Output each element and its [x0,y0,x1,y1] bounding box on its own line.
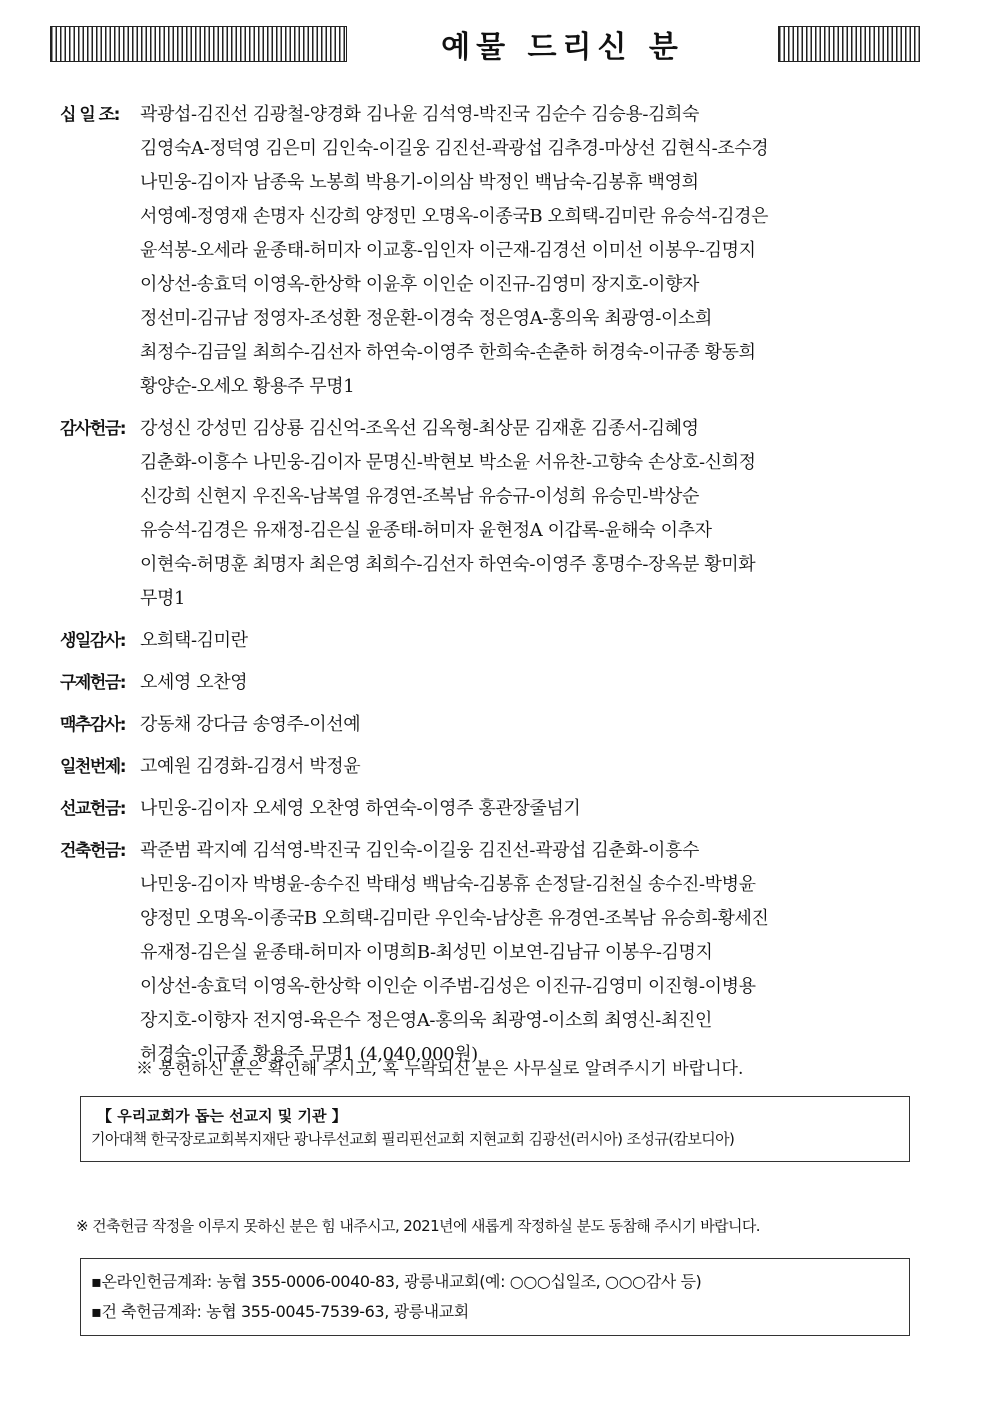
names-line: 강성신 강성민 김상룡 김신억-조옥선 김옥형-최상문 김재훈 김종서-김혜영 [140,418,699,439]
offering-sections [60,98,940,1080]
section-label: 십 일 조: [60,105,119,125]
section-label: 선교헌금: [60,799,125,819]
offering-section [60,624,940,658]
section-names [140,708,940,742]
section-label: 구제헌금: [60,673,125,693]
account-online: ▪온라인헌금계좌: 농협 355-0006-0040-83, 광릉내교회(예: ○○○십일조, ○○○감사 등) [91,1272,702,1291]
names-line: 강동채 강다금 송영주-이선예 [140,714,361,735]
names-line: 이상선-송효덕 이영옥-한상학 이인순 이주범-김성은 이진규-김영미 이진형-이병용 [140,976,756,997]
offering-section [60,792,940,826]
names-line: 윤석봉-오세라 윤종태-허미자 이교홍-임인자 이근재-김경선 이미선 이봉우-김명지 [140,240,756,261]
names-line: 유승석-김경은 유재정-김은실 윤종태-허미자 윤현정A 이갑록-윤해숙 이추자 [140,520,712,541]
mission-box-body: 기아대책 한국장로교회복지재단 광나루선교회 필리핀선교회 지현교회 김광선(러시아) 조성규(캄보디아) [91,1130,735,1148]
names-line: 최정수-김금일 최희수-김선자 하연숙-이영주 한희숙-손춘하 허경숙-이규종 황동희 [140,342,756,363]
section-label: 건축헌금: [60,841,125,861]
names-line: 오세영 오찬영 [140,672,248,693]
section-names [140,624,940,658]
offering-section [60,666,940,700]
names-line: 이현숙-허명훈 최명자 최은영 최희수-김선자 하연숙-이영주 홍명수-장옥분 황미화 [140,554,756,575]
names-line: 허경숙-이규종 황용주 무명1 (4,040,000원) [140,1044,478,1065]
check-notice: ※ 봉헌하신 분은 확인해 주시고, 혹 누락되신 분은 사무실로 알려주시기 바랍니다. [136,1059,744,1079]
offering-section [60,412,940,616]
section-names [140,98,940,404]
offering-section [60,834,940,1072]
section-label: 감사헌금: [60,419,125,439]
names-line: 고예원 김경화-김경서 박정윤 [140,756,361,777]
section-names [140,666,940,700]
title-hatch-left [50,26,347,62]
names-line: 유재정-김은실 윤종태-허미자 이명희B-최성민 이보연-김남규 이봉우-김명지 [140,942,713,963]
names-line: 나민웅-김이자 남종욱 노봉희 박용기-이의삼 박정인 백남숙-김봉휴 백영희 [140,172,699,193]
section-label: 생일감사: [60,631,125,651]
names-line: 이상선-송효덕 이영옥-한상학 이윤후 이인순 이진규-김영미 장지호-이향자 [140,274,699,295]
title-bar [50,24,920,64]
account-building: ▪건 축헌금계좌: 농협 355-0045-7539-63, 광릉내교회 [91,1302,469,1321]
names-line: 나민웅-김이자 오세영 오찬영 하연숙-이영주 홍관장줄넘기 [140,798,581,819]
section-names [140,750,940,784]
names-line: 서영예-정영재 손명자 신강희 양정민 오명옥-이종국B 오희택-김미란 유승석-김경은 [140,206,769,227]
offering-section [60,98,940,404]
names-line: 무명1 [140,588,186,609]
names-line: 나민웅-김이자 박병윤-송수진 박태성 백남숙-김봉휴 손정달-김천실 송수진-박병윤 [140,874,756,895]
names-line: 김영숙A-정덕영 김은미 김인숙-이길웅 김진선-곽광섭 김추경-마상선 김현식-조수경 [140,138,769,159]
title-hatch-right [778,26,920,62]
building-note: ※ 건축헌금 작정을 이루지 못하신 분은 힘 내주시고, 2021년에 새롭게 작정하실 분도 동참해 주시기 바랍니다. [76,1217,760,1235]
accounts-box [80,1258,910,1336]
names-line: 신강희 신현지 우진옥-남복열 유경연-조복남 유승규-이성희 유승민-박상순 [140,486,699,507]
names-line: 정선미-김규남 정영자-조성환 정운환-이경숙 정은영A-홍의욱 최광영-이소희 [140,308,712,329]
names-line: 황양순-오세오 황용주 무명1 [140,376,355,397]
offering-section [60,708,940,742]
names-line: 양정민 오명옥-이종국B 오희택-김미란 우인숙-남상흔 유경연-조복남 유승희-황세진 [140,908,769,929]
offering-section [60,750,940,784]
names-line: 곽준범 곽지예 김석영-박진국 김인숙-이길웅 김진선-곽광섭 김춘화-이흥수 [140,840,699,861]
names-line: 오희택-김미란 [140,630,248,651]
names-line: 곽광섭-김진선 김광철-양경화 김나윤 김석영-박진국 김순수 김승용-김희숙 [140,104,699,125]
section-names [140,834,940,1072]
page-title: 예물 드리신 분 [441,30,684,65]
names-line: 장지호-이향자 전지영-육은수 정은영A-홍의욱 최광영-이소희 최영신-최진인 [140,1010,712,1031]
mission-box-heading: 【 우리교회가 돕는 선교지 및 기관 】 [97,1107,347,1125]
section-names [140,792,940,826]
names-line: 김춘화-이흥수 나민웅-김이자 문명신-박현보 박소윤 서유찬-고향숙 손상호-신희정 [140,452,756,473]
section-names [140,412,940,616]
section-label: 일천번제: [60,757,125,777]
section-label: 맥추감사: [60,715,125,735]
mission-box [80,1096,910,1162]
